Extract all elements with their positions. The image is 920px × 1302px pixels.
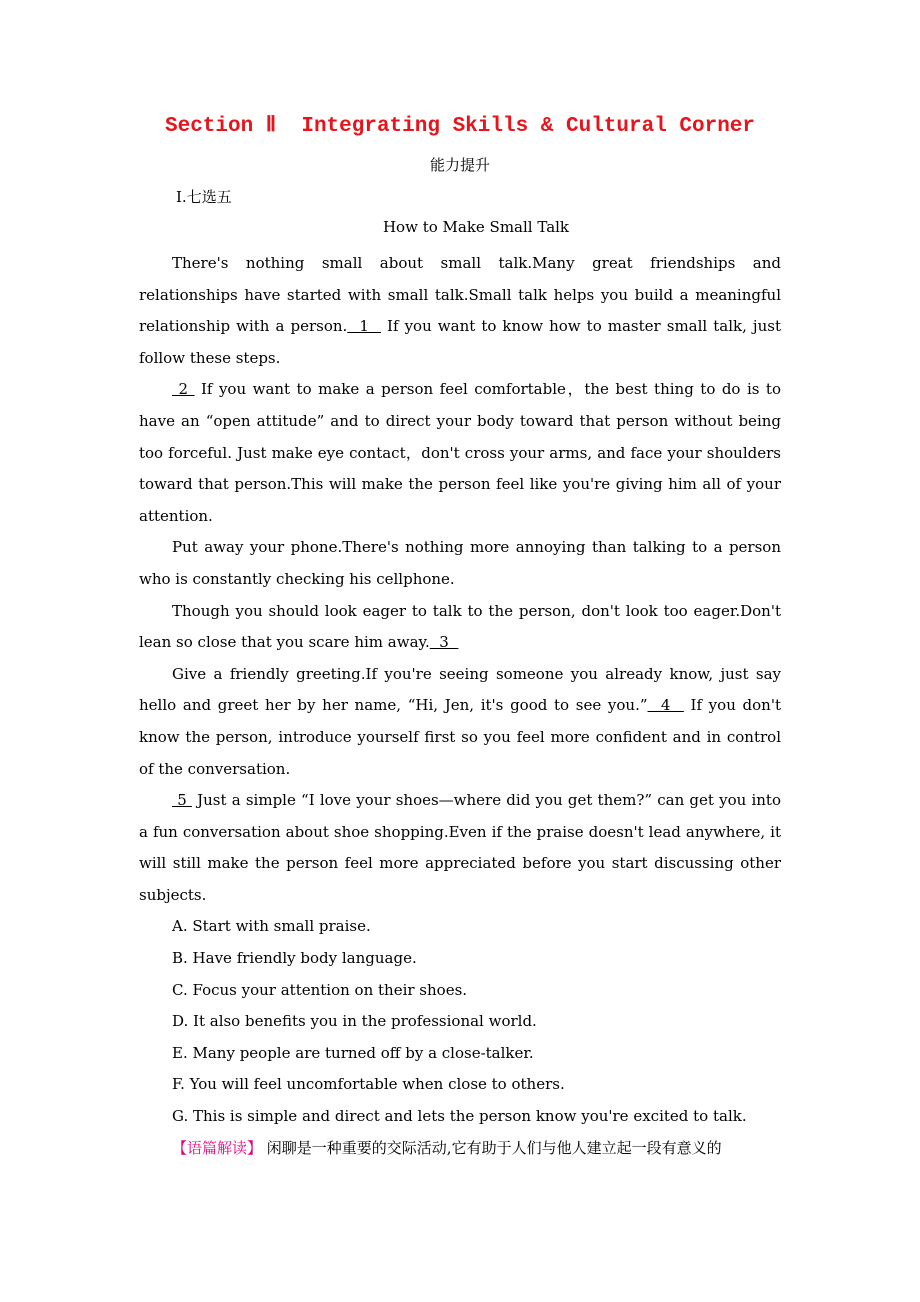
document-subtitle: 能力提升 xyxy=(429,156,490,174)
blank-1: 1 xyxy=(347,317,382,336)
option-b: B. Have friendly body language. xyxy=(172,949,417,968)
paragraph-text: There's nothing small about small talk.Many great friendships and relationships have started with small talk.Small talk helps you build a meaningful relationship with a person. xyxy=(139,254,781,336)
analysis-tag: 【语篇解读】 xyxy=(172,1138,263,1157)
blank-2: 2 xyxy=(172,380,195,399)
paragraph-6 xyxy=(139,785,781,911)
blank-5: 5 xyxy=(172,791,192,810)
document-title: Section Ⅱ Integrating Skills & Cultural Corner xyxy=(164,115,756,138)
paragraph-text: If you want to know how to master small talk, just follow these steps. xyxy=(139,317,781,367)
option-f: F. You will feel uncomfortable when close to others. xyxy=(172,1075,565,1094)
blank-3: 3 xyxy=(429,633,459,652)
paragraph-2 xyxy=(139,374,781,532)
paragraph-text: Though you should look eager to talk to the person, don't look too eager.Don't lean so close that you scare him away. xyxy=(139,601,781,652)
analysis-paragraph xyxy=(139,1133,781,1165)
option-a: A. Start with small praise. xyxy=(172,917,371,936)
analysis-text: 闲聊是一种重要的交际活动,它有助于人们与他人建立起一段有意义的 xyxy=(266,1138,722,1157)
paragraph-text: Just a simple “I love your shoes—where did you get them?” can get you into a fun conversation about shoe shopping.Even if the praise doesn't lead anywhere, it will still make the person feel more appreciated before you start discussing other subjects. xyxy=(139,791,781,904)
paragraph-text: Give a friendly greeting.If you're seeing someone you already know, just say hello and greet her by her name, “Hi, Jen, it's good to see you.” xyxy=(139,664,781,715)
passage-title: How to Make Small Talk xyxy=(382,218,570,236)
paragraph-text: If you don't know the person, introduce yourself first so you feel more confident and in control of the conversation. xyxy=(139,696,781,778)
section-heading: Ⅰ.七选五 xyxy=(176,188,232,206)
paragraph-3: Put away your phone.There's nothing more annoying than talking to a person who is constantly checking his cellphone. xyxy=(139,538,781,588)
paragraph-4 xyxy=(139,596,781,659)
option-c: C. Focus your attention on their shoes. xyxy=(172,980,468,999)
paragraph-text: If you want to make a person feel comfortable，the best thing to do is to have an “open attitude” and to direct your body toward that person without being too forceful. Just make eye contact，don't cross your arms, and face your shoulders toward that person.This will make the person feel like you're giving him all of your attention. xyxy=(139,380,781,525)
paragraph-5 xyxy=(139,659,781,785)
option-d: D. It also benefits you in the professional world. xyxy=(172,1012,537,1031)
passage-body xyxy=(139,248,781,1164)
blank-4: 4 xyxy=(647,696,684,715)
paragraph-1 xyxy=(139,248,781,374)
option-g: G. This is simple and direct and lets the person know you're excited to talk. xyxy=(172,1107,747,1126)
option-e: E. Many people are turned off by a close-talker. xyxy=(172,1043,534,1062)
